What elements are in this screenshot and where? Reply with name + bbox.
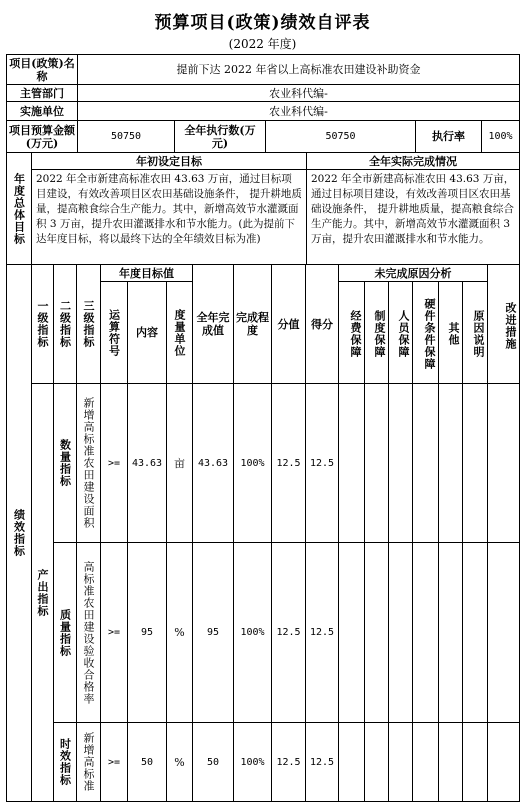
hardware-header: 硬件条件保障 [412, 281, 439, 384]
row1-operator: >= [100, 383, 128, 543]
row1-content: 43.63 [127, 383, 167, 543]
row1-level2: 数量指标 [53, 383, 77, 543]
initial-goal-text: 2022 年全市新建高标准农田 43.63 万亩，通过目标项目建设，有效改善项目区农田基础设施条件， 提升耕地质量，提高粮食综合生产能力。其中，新增高效节水灌溉面积 3 万亩，提升农田灌溉排水和节水能力。(此为提前下达年度目标，将以最终下达的全年绩效目标为准) [31, 169, 307, 265]
row2-operator: >= [100, 542, 128, 723]
row2-hardware [412, 542, 439, 723]
row1-improvement [487, 383, 520, 543]
rate-label: 执行率 [415, 120, 482, 153]
improvement-header: 改进措施 [487, 264, 520, 384]
row2-unit: % [166, 542, 193, 723]
row3-operator: >= [100, 722, 128, 802]
system-header: 制度保障 [364, 281, 389, 384]
score-header: 得分 [305, 264, 339, 384]
row2-content: 95 [127, 542, 167, 723]
row3-degree: 100% [233, 722, 272, 802]
row1-personnel [388, 383, 413, 543]
dept-label: 主管部门 [6, 84, 78, 102]
unfinished-reasons-header: 未完成原因分析 [338, 264, 488, 282]
unit-header: 度量单位 [166, 281, 193, 384]
completed-value-header: 全年完成值 [192, 264, 234, 384]
row1-reason-note [462, 383, 488, 543]
row3-level2: 时效指标 [53, 722, 77, 802]
level1-header: 一级指标 [31, 264, 54, 384]
row3-unit: % [166, 722, 193, 802]
row3-funding [338, 722, 365, 802]
exec-value: 50750 [265, 120, 416, 153]
row1-completed: 43.63 [192, 383, 234, 543]
row3-hardware [412, 722, 439, 802]
row1-other [438, 383, 463, 543]
row1-unit: 亩 [166, 383, 193, 543]
row1-hardware [412, 383, 439, 543]
actual-goal-text: 2022 年全市新建高标准农田 43.63 万亩，通过目标项目建设，有效改善项目区农田基础设施条件， 提升耕地质量，提高粮食综合生产能力。其中，新增高效节水灌溉面积 3 万亩，提升农田灌溉排水和节水能力。 [306, 169, 520, 265]
project-name-value: 提前下达 2022 年省以上高标准农田建设补助资金 [77, 54, 520, 85]
report-title: 预算项目(政策)绩效自评表 [154, 13, 371, 33]
completion-degree-header: 完成程度 [233, 264, 272, 384]
reason-note-header: 原因说明 [462, 281, 488, 384]
other-header: 其他 [438, 281, 463, 384]
budget-value: 50750 [77, 120, 175, 153]
row2-system [364, 542, 389, 723]
annual-target-header: 年度目标值 [100, 264, 193, 282]
level3-header: 三级指标 [76, 264, 101, 384]
row3-score: 12.5 [305, 722, 339, 802]
row2-score-value: 12.5 [271, 542, 306, 723]
actual-goal-header: 全年实际完成情况 [306, 152, 520, 170]
row1-funding [338, 383, 365, 543]
overall-goal-label: 年度总体目标 [6, 152, 32, 265]
row2-completed: 95 [192, 542, 234, 723]
row2-score: 12.5 [305, 542, 339, 723]
row3-content: 50 [127, 722, 167, 802]
row1-degree: 100% [233, 383, 272, 543]
impl-value: 农业科代编- [77, 101, 520, 121]
rate-value: 100% [481, 120, 520, 153]
row2-other [438, 542, 463, 723]
row1-score: 12.5 [305, 383, 339, 543]
performance-indicators-label: 绩效指标 [6, 264, 32, 802]
funding-header: 经费保障 [338, 281, 365, 384]
dept-value: 农业科代编- [77, 84, 520, 102]
row3-system [364, 722, 389, 802]
row3-score-value: 12.5 [271, 722, 306, 802]
row2-personnel [388, 542, 413, 723]
score-value-header: 分值 [271, 264, 306, 384]
row2-improvement [487, 542, 520, 723]
row3-reason-note [462, 722, 488, 802]
row3-level3: 新增高标准 [76, 722, 101, 802]
project-name-label: 项目(政策)名称 [6, 54, 78, 85]
row3-personnel [388, 722, 413, 802]
row2-funding [338, 542, 365, 723]
level2-header: 二级指标 [53, 264, 77, 384]
row3-completed: 50 [192, 722, 234, 802]
personnel-header: 人员保障 [388, 281, 413, 384]
exec-label: 全年执行数(万元) [174, 120, 266, 153]
row3-other [438, 722, 463, 802]
impl-label: 实施单位 [6, 101, 78, 121]
row2-reason-note [462, 542, 488, 723]
report-year: (2022 年度) [228, 37, 297, 51]
row1-system [364, 383, 389, 543]
row1-level3: 新增高标准农田建设面积 [76, 383, 101, 543]
operator-header: 运算符号 [100, 281, 128, 384]
row2-degree: 100% [233, 542, 272, 723]
row1-score-value: 12.5 [271, 383, 306, 543]
row3-improvement [487, 722, 520, 802]
content-header: 内容 [127, 281, 167, 384]
budget-label: 项目预算金额(万元) [6, 120, 78, 153]
row2-level3: 高标准农田建设验收合格率 [76, 542, 101, 723]
row2-level2: 质量指标 [53, 542, 77, 723]
initial-goal-header: 年初设定目标 [31, 152, 307, 170]
level1-output-indicator: 产出指标 [31, 383, 54, 802]
